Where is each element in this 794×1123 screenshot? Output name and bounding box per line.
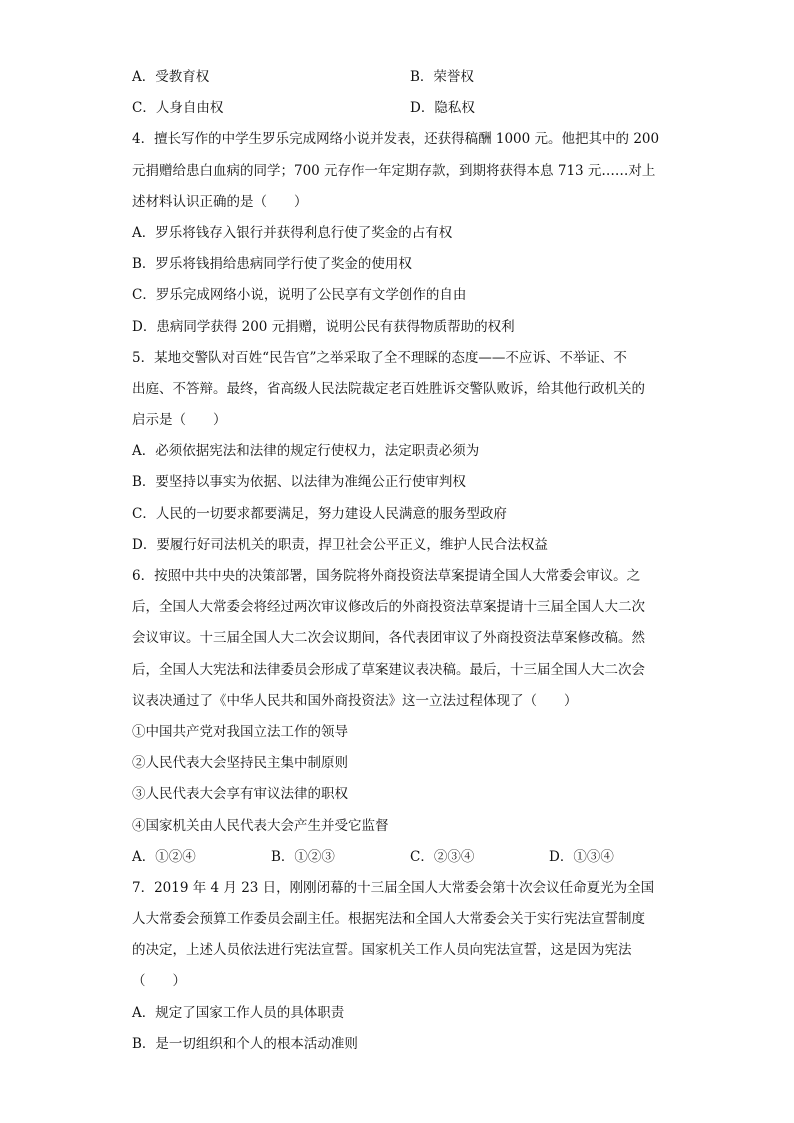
q5-stem-line: 启示是（ ） [132, 412, 227, 429]
q5-stem-line: 5．某地交警队对百姓“民告官”之举采取了全不理睬的态度——不应诉、不举证、不 [132, 349, 627, 366]
q6-stem-line: 后，全国人大宪法和法律委员会形成了草案建议表决稿。最后，十三届全国人大二次会 [132, 661, 645, 678]
q7-option-a[interactable]: A．规定了国家工作人员的具体职责 [132, 1004, 345, 1021]
q6-stem-line: 会议审议。十三届全国人大二次会议期间，各代表团审议了外商投资法草案修改稿。然 [132, 630, 645, 647]
q6-option-a[interactable]: A．①②④ [132, 848, 196, 865]
exam-page [132, 62, 664, 1060]
q6-option-d[interactable]: D．①③④ [549, 848, 614, 865]
q4-option-d[interactable]: D．患病同学获得 200 元捐赠，说明公民有获得物质帮助的权利 [132, 318, 515, 335]
q6-stem-line: 6．按照中共中央的决策部署，国务院将外商投资法草案提请全国人大常委会审议。之 [132, 568, 641, 584]
q5-stem-line: 出庭、不答辩。最终，省高级人民法院裁定老百姓胜诉交警队败诉，给其他行政机关的 [132, 380, 645, 397]
q6-options-row [132, 842, 664, 873]
q6-statement: ①中国共产党对我国立法工作的领导 [132, 723, 348, 740]
q6-statement: ③人民代表大会享有审议法律的职权 [132, 786, 348, 803]
q6-option-c[interactable]: C．②③④ [410, 848, 475, 865]
q7-stem-line: 7．2019 年 4 月 23 日，刚刚闭幕的十三届全国人大常委会第十次会议任命夏光为全国 [132, 879, 655, 896]
q7-option-b[interactable]: B．是一切组织和个人的根本活动准则 [132, 1035, 358, 1052]
q3-options-row-2 [132, 93, 664, 124]
q3-options-row-1 [132, 62, 664, 93]
q4-stem-line: 4．擅长写作的中学生罗乐完成网络小说并发表，还获得稿酬 1000 元。他把其中的 200 [132, 131, 660, 148]
q5-option-b[interactable]: B．要坚持以事实为依据、以法律为准绳公正行使审判权 [132, 474, 466, 491]
q4-option-b[interactable]: B．罗乐将钱捐给患病同学行使了奖金的使用权 [132, 256, 412, 273]
q4-stem-line: 元捐赠给患白血病的同学；700 元存作一年定期存款，到期将获得本息 713 元……对上 [132, 162, 656, 179]
q6-stem-line: 议表决通过了《中华人民共和国外商投资法》这一立法过程体现了（ ） [132, 692, 578, 709]
q6-statement: ②人民代表大会坚持民主集中制原则 [132, 755, 348, 772]
q7-stem-line: 人大常委会预算工作委员会副主任。根据宪法和全国人大常委会关于实行宪法宣誓制度 [132, 911, 645, 928]
q5-option-d[interactable]: D．要履行好司法机关的职责，捍卫社会公平正义，维护人民合法权益 [132, 536, 548, 553]
q6-option-b[interactable]: B．①②③ [271, 848, 335, 865]
q3-option-a[interactable]: A．受教育权 [132, 69, 210, 85]
q4-option-c[interactable]: C．罗乐完成网络小说，说明了公民享有文学创作的自由 [132, 287, 467, 304]
q6-statement: ④国家机关由人民代表大会产生并受它监督 [132, 817, 389, 834]
q3-option-c[interactable]: C．人身自由权 [132, 100, 224, 117]
q4-stem-line: 述材料认识正确的是（ ） [132, 193, 308, 210]
q6-stem-line: 后，全国人大常委会将经过两次审议修改后的外商投资法草案提请十三届全国人大二次 [132, 599, 645, 616]
q5-option-a[interactable]: A．必须依据宪法和法律的规定行使权力，法定职责必须为 [132, 443, 480, 460]
q7-stem-line: 的决定，上述人员依法进行宪法宣誓。国家机关工作人员向宪法宣誓，这是因为宪法 [132, 942, 632, 959]
q3-option-b[interactable]: B．荣誉权 [410, 69, 474, 85]
q7-stem-line: （ ） [132, 973, 186, 990]
q5-option-c[interactable]: C．人民的一切要求都要满足，努力建设人民满意的服务型政府 [132, 505, 507, 522]
q3-option-d[interactable]: D．隐私权 [410, 100, 475, 117]
q4-option-a[interactable]: A．罗乐将钱存入银行并获得利息行使了奖金的占有权 [132, 224, 453, 241]
